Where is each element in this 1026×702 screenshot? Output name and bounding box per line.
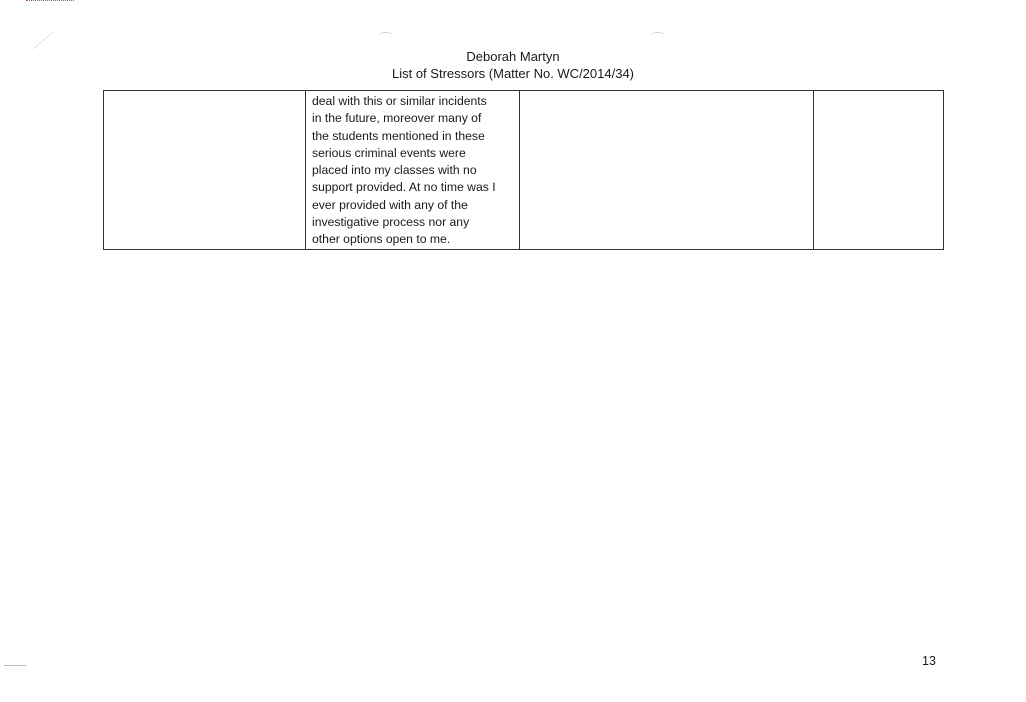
- table-cell-1: [104, 91, 306, 250]
- description-line: in the future, moreover many of: [312, 111, 482, 126]
- document-title: List of Stressors (Matter No. WC/2014/34): [391, 66, 635, 81]
- table-row: [104, 91, 944, 250]
- stressors-table: [103, 90, 944, 250]
- punch-hole-mark-left: [378, 32, 394, 41]
- description-line: placed into my classes with no: [312, 163, 477, 178]
- stressor-description: [306, 91, 519, 249]
- scan-scratch: [33, 32, 54, 49]
- description-line: support provided. At no time was I: [312, 180, 496, 195]
- description-line: the students mentioned in these: [312, 128, 485, 143]
- document-author: Deborah Martyn: [466, 49, 560, 64]
- page-number: 13: [922, 654, 936, 668]
- description-line: deal with this or similar incidents: [312, 94, 487, 108]
- description-line: serious criminal events were: [312, 145, 466, 160]
- description-line: ever provided with any of the: [312, 197, 468, 212]
- description-line: investigative process nor any: [312, 215, 470, 230]
- table-cell-2: [306, 91, 520, 250]
- scan-edge-line: [4, 665, 26, 666]
- scan-mark: [26, 0, 74, 2]
- page-header: [0, 48, 1026, 82]
- table-cell-3: [520, 91, 814, 250]
- table-cell-4: [814, 91, 944, 250]
- punch-hole-mark-right: [650, 32, 666, 41]
- description-line: other options open to me.: [312, 232, 451, 247]
